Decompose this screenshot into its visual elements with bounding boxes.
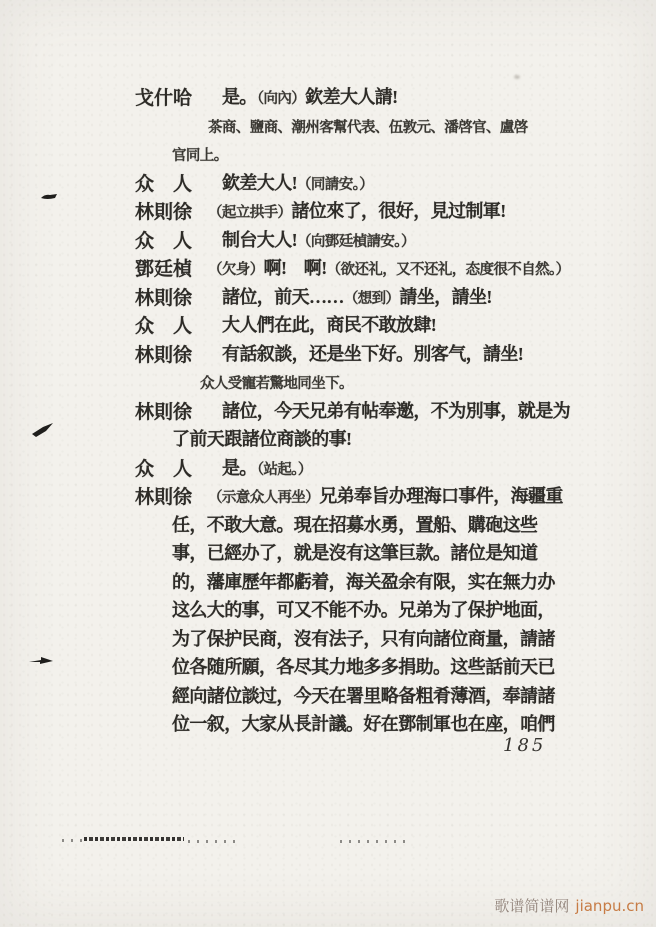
script-line	[0, 653, 656, 682]
watermark	[494, 895, 644, 916]
line-text: 任，不敢大意。現在招募水勇，置船、購砲这些	[172, 514, 538, 535]
line-text: 位各随所願，各尽其力地多多捐助。这些話前天已	[172, 657, 555, 677]
stage-direction-line	[0, 112, 656, 141]
line-text: （欠身）啊! 啊!（欲还礼，又不还礼，态度很不自然。）	[208, 258, 570, 278]
scan-noise-band	[84, 837, 184, 841]
line-text: 制台大人!（向鄧廷楨請安。）	[222, 229, 415, 250]
line-text: 是。（向內）欽差大人請!	[222, 87, 398, 107]
speaker-name: 鄧廷楨	[135, 259, 193, 280]
ink-smudge-mark	[40, 190, 60, 202]
speaker-name: 林則徐	[135, 344, 193, 366]
script-line	[0, 596, 656, 625]
scan-noise-band	[340, 840, 406, 843]
line-text: 事，已經办了，就是沒有这筆巨款。諸位是知道	[172, 543, 538, 563]
line-text: 有話叙談，还是坐下好。別客气，請坐!	[222, 343, 524, 364]
watermark-site-url: jianpu.cn	[575, 897, 644, 915]
script-line	[0, 226, 656, 255]
line-text: （起立拱手）諸位來了，很好，見过制軍!	[208, 201, 506, 221]
script-line	[0, 539, 656, 568]
ink-dash-arrow-mark	[28, 653, 56, 667]
script-line	[0, 482, 656, 511]
speaker-name: 众 人	[135, 316, 193, 337]
line-text: 的，藩庫歷年都虧着，海关盈余有限，实在無力办	[172, 571, 555, 592]
speaker-name: 众 人	[135, 173, 193, 195]
paper-speck	[514, 75, 520, 79]
line-text: 諸位，前天……（想到）請坐，請坐!	[222, 286, 492, 307]
line-text: 欽差大人!（同請安。）	[222, 172, 374, 193]
script-line	[0, 283, 656, 312]
speaker-name: 众 人	[135, 458, 193, 480]
speaker-name: 林則徐	[135, 202, 193, 223]
line-text: 經向諸位談过，今天在署里略备粗肴薄酒，奉請諸	[172, 685, 555, 706]
scan-noise-band	[188, 840, 236, 843]
watermark-site-name: 歌谱简谱网	[494, 897, 570, 915]
script-line	[0, 454, 656, 483]
speaker-name: 戈什哈	[135, 88, 193, 109]
ink-arrow-mark	[31, 421, 55, 439]
line-text: 茶商、鹽商、潮州客幫代表、伍敦元、潘啓官、盧啓	[208, 119, 528, 136]
script-line	[0, 254, 656, 283]
line-text: 了前天跟諸位商談的事!	[172, 429, 352, 449]
script-body	[0, 83, 656, 739]
speaker-name: 林則徐	[135, 487, 193, 508]
script-line	[0, 425, 656, 454]
line-text: 位一叙，大家从長計議。好在鄧制軍也在座，咱們	[172, 714, 555, 734]
script-line	[0, 625, 656, 654]
page-number: 185	[503, 735, 547, 756]
script-line	[0, 397, 656, 426]
script-line	[0, 511, 656, 540]
script-line	[0, 568, 656, 597]
speaker-name: 林則徐	[135, 287, 193, 309]
line-text: 这么大的事，可又不能不办。兄弟为了保护地面，	[172, 600, 555, 620]
line-text: 官同上。	[172, 148, 228, 164]
line-text: 諸位，今天兄弟有帖奉邀，不为別事，就是为	[222, 400, 570, 421]
speaker-name: 众 人	[135, 230, 193, 252]
script-line	[0, 83, 656, 112]
script-line	[0, 340, 656, 369]
script-line	[0, 682, 656, 711]
script-line	[0, 311, 656, 340]
script-line	[0, 710, 656, 739]
line-text: 大人們在此，商民不敢放肆!	[222, 315, 437, 335]
stage-direction-line	[0, 140, 656, 169]
line-text: 众人受寵若驚地同坐下。	[200, 376, 353, 392]
stage-direction-line	[0, 368, 656, 397]
line-text: 是。（站起。）	[222, 457, 312, 478]
script-line	[0, 169, 656, 198]
script-line	[0, 197, 656, 226]
line-text: （示意众人再坐）兄弟奉旨办理海口事件，海疆重	[208, 486, 563, 506]
line-text: 为了保护民商，沒有法子，只有向諸位商量，請諸	[172, 628, 555, 649]
speaker-name: 林則徐	[135, 401, 193, 423]
scan-noise-band	[62, 839, 84, 842]
